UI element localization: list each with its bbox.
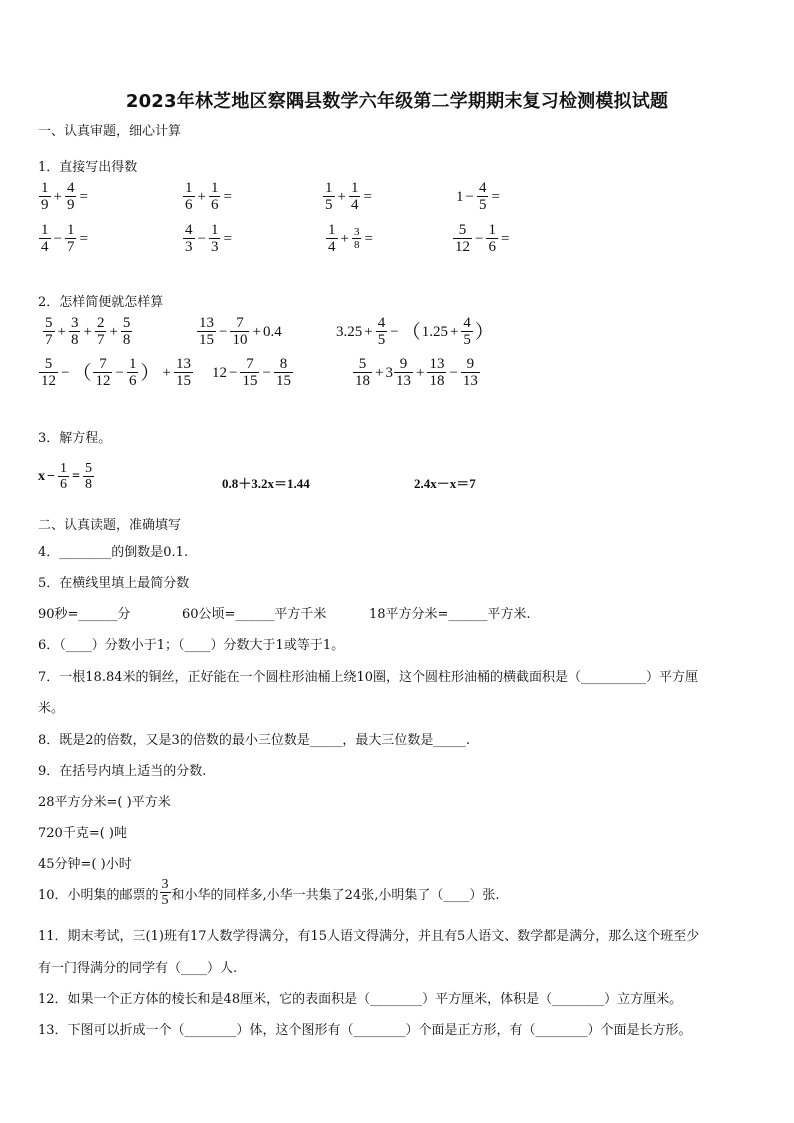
q3-eq-3: 2.4x－x＝7 xyxy=(414,476,476,491)
q5-item-b: 60公顷=______平方千米 xyxy=(182,607,327,622)
q9-item-c: 45分钟=( )小时 xyxy=(38,857,132,872)
question-6: 6．（____）分数小于1；（____）分数大于1或等于1。 xyxy=(38,638,345,653)
section-heading-2: 二、认真读题，准确填写 xyxy=(38,518,182,533)
q10-prefix: 10．小明集的邮票的 xyxy=(38,887,159,903)
q2-expr-6: $\frac{5}{18}$ + 3 $\frac{9}{13}$ + $\frac{13}{18}$ − $\frac{9}{13}$ xyxy=(355,356,478,389)
q10-numerator: 3 xyxy=(161,877,169,892)
q1-expr-6: $\frac{4}{3}$ − $\frac{1}{3}$ = xyxy=(185,222,232,255)
question-2-label: 2．怎样简便就怎样算 xyxy=(38,295,164,310)
q1-expr-3: $\frac{1}{5}$ + $\frac{1}{4}$ = xyxy=(325,180,372,213)
q2-expr-3: 3.25 + $\frac{4}{5}$ − （ 1.25 + $\frac{4}{5}$ ） xyxy=(336,315,494,348)
question-7-line2: 米。 xyxy=(38,701,65,716)
q1-expr-8: $\frac{5}{12}$ − $\frac{1}{6}$ = xyxy=(455,222,510,255)
question-9-label: 9．在括号内填上适当的分数. xyxy=(38,764,207,779)
q1-expr-5: $\frac{1}{4}$ − $\frac{1}{7}$ = xyxy=(41,222,88,255)
question-7-line1: 7．一根18.84米的铜丝，正好能在一个圆柱形油桶上绕10圈，这个圆柱形油桶的横截面积是（__________）平方厘 xyxy=(38,670,699,685)
q2-expr-1: $\frac{5}{7}$ + $\frac{3}{8}$ + $\frac{2}{7}$ + $\frac{5}{8}$ xyxy=(45,315,131,348)
q2-expr-4: $\frac{5}{12}$ − （ $\frac{7}{12}$ − $\frac{1}{6}$ ） + $\frac{13}{15}$ xyxy=(41,356,191,389)
question-1-label: 1．直接写出得数 xyxy=(38,160,138,175)
question-10 xyxy=(38,878,500,908)
question-11-line1: 11．期末考试，三(1)班有17人数学得满分，有15人语文得满分，并且有5人语文、数学都是满分，那么这个班至少 xyxy=(38,929,700,944)
q9-item-b: 720千克=( )吨 xyxy=(38,826,127,841)
q1-expr-2: $\frac{1}{6}$ + $\frac{1}{6}$ = xyxy=(185,180,232,213)
section-heading-1: 一、认真审题，细心计算 xyxy=(38,124,182,139)
q2-expr-5: 12 − $\frac{7}{15}$ − $\frac{8}{15}$ xyxy=(212,356,291,389)
q10-denominator: 5 xyxy=(161,893,169,908)
question-11-line2: 有一门得满分的同学有（____）人. xyxy=(38,961,238,976)
q3-eq-1: x − $\frac{1}{6}$ = $\frac{5}{8}$ xyxy=(38,461,92,492)
q1-expr-7: $\frac{1}{4}$ + $\frac{3}{8}$ = xyxy=(328,222,373,255)
question-13: 13．下图可以折成一个（________）体，这个图形有（________）个面是正方形，有（________）个面是长方形。 xyxy=(38,1023,692,1038)
q9-item-a: 28平方分米=( )平方米 xyxy=(38,795,171,810)
q2-expr-2: $\frac{13}{15}$ − $\frac{7}{10}$ + 0.4 xyxy=(199,315,282,348)
q3-eq-2: 0.8＋3.2x＝1.44 xyxy=(222,476,310,491)
question-8: 8．既是2的倍数，又是3的倍数的最小三位数是_____，最大三位数是_____. xyxy=(38,733,470,748)
q5-item-c: 18平方分米=______平方米. xyxy=(369,607,531,622)
question-12: 12．如果一个正方体的棱长和是48厘米，它的表面积是（________）平方厘米，体积是（________）立方厘米。 xyxy=(38,992,683,1007)
page-title: 2023年林芝地区察隅县数学六年级第二学期期末复习检测模拟试题 xyxy=(125,91,669,112)
question-5-label: 5．在横线里填上最简分数 xyxy=(38,576,190,591)
question-3-label: 3．解方程。 xyxy=(38,431,112,446)
q10-suffix: 和小华的同样多,小华一共集了24张,小明集了（____）张. xyxy=(171,887,500,903)
q1-expr-4: 1 − $\frac{4}{5}$ = xyxy=(456,180,500,213)
q10-fraction xyxy=(160,878,171,908)
q5-item-a: 90秒=______分 xyxy=(38,607,131,622)
q1-expr-1: $\frac{1}{9}$ + $\frac{4}{9}$ = xyxy=(41,180,88,213)
question-4: 4．________的倒数是0.1. xyxy=(38,545,189,560)
